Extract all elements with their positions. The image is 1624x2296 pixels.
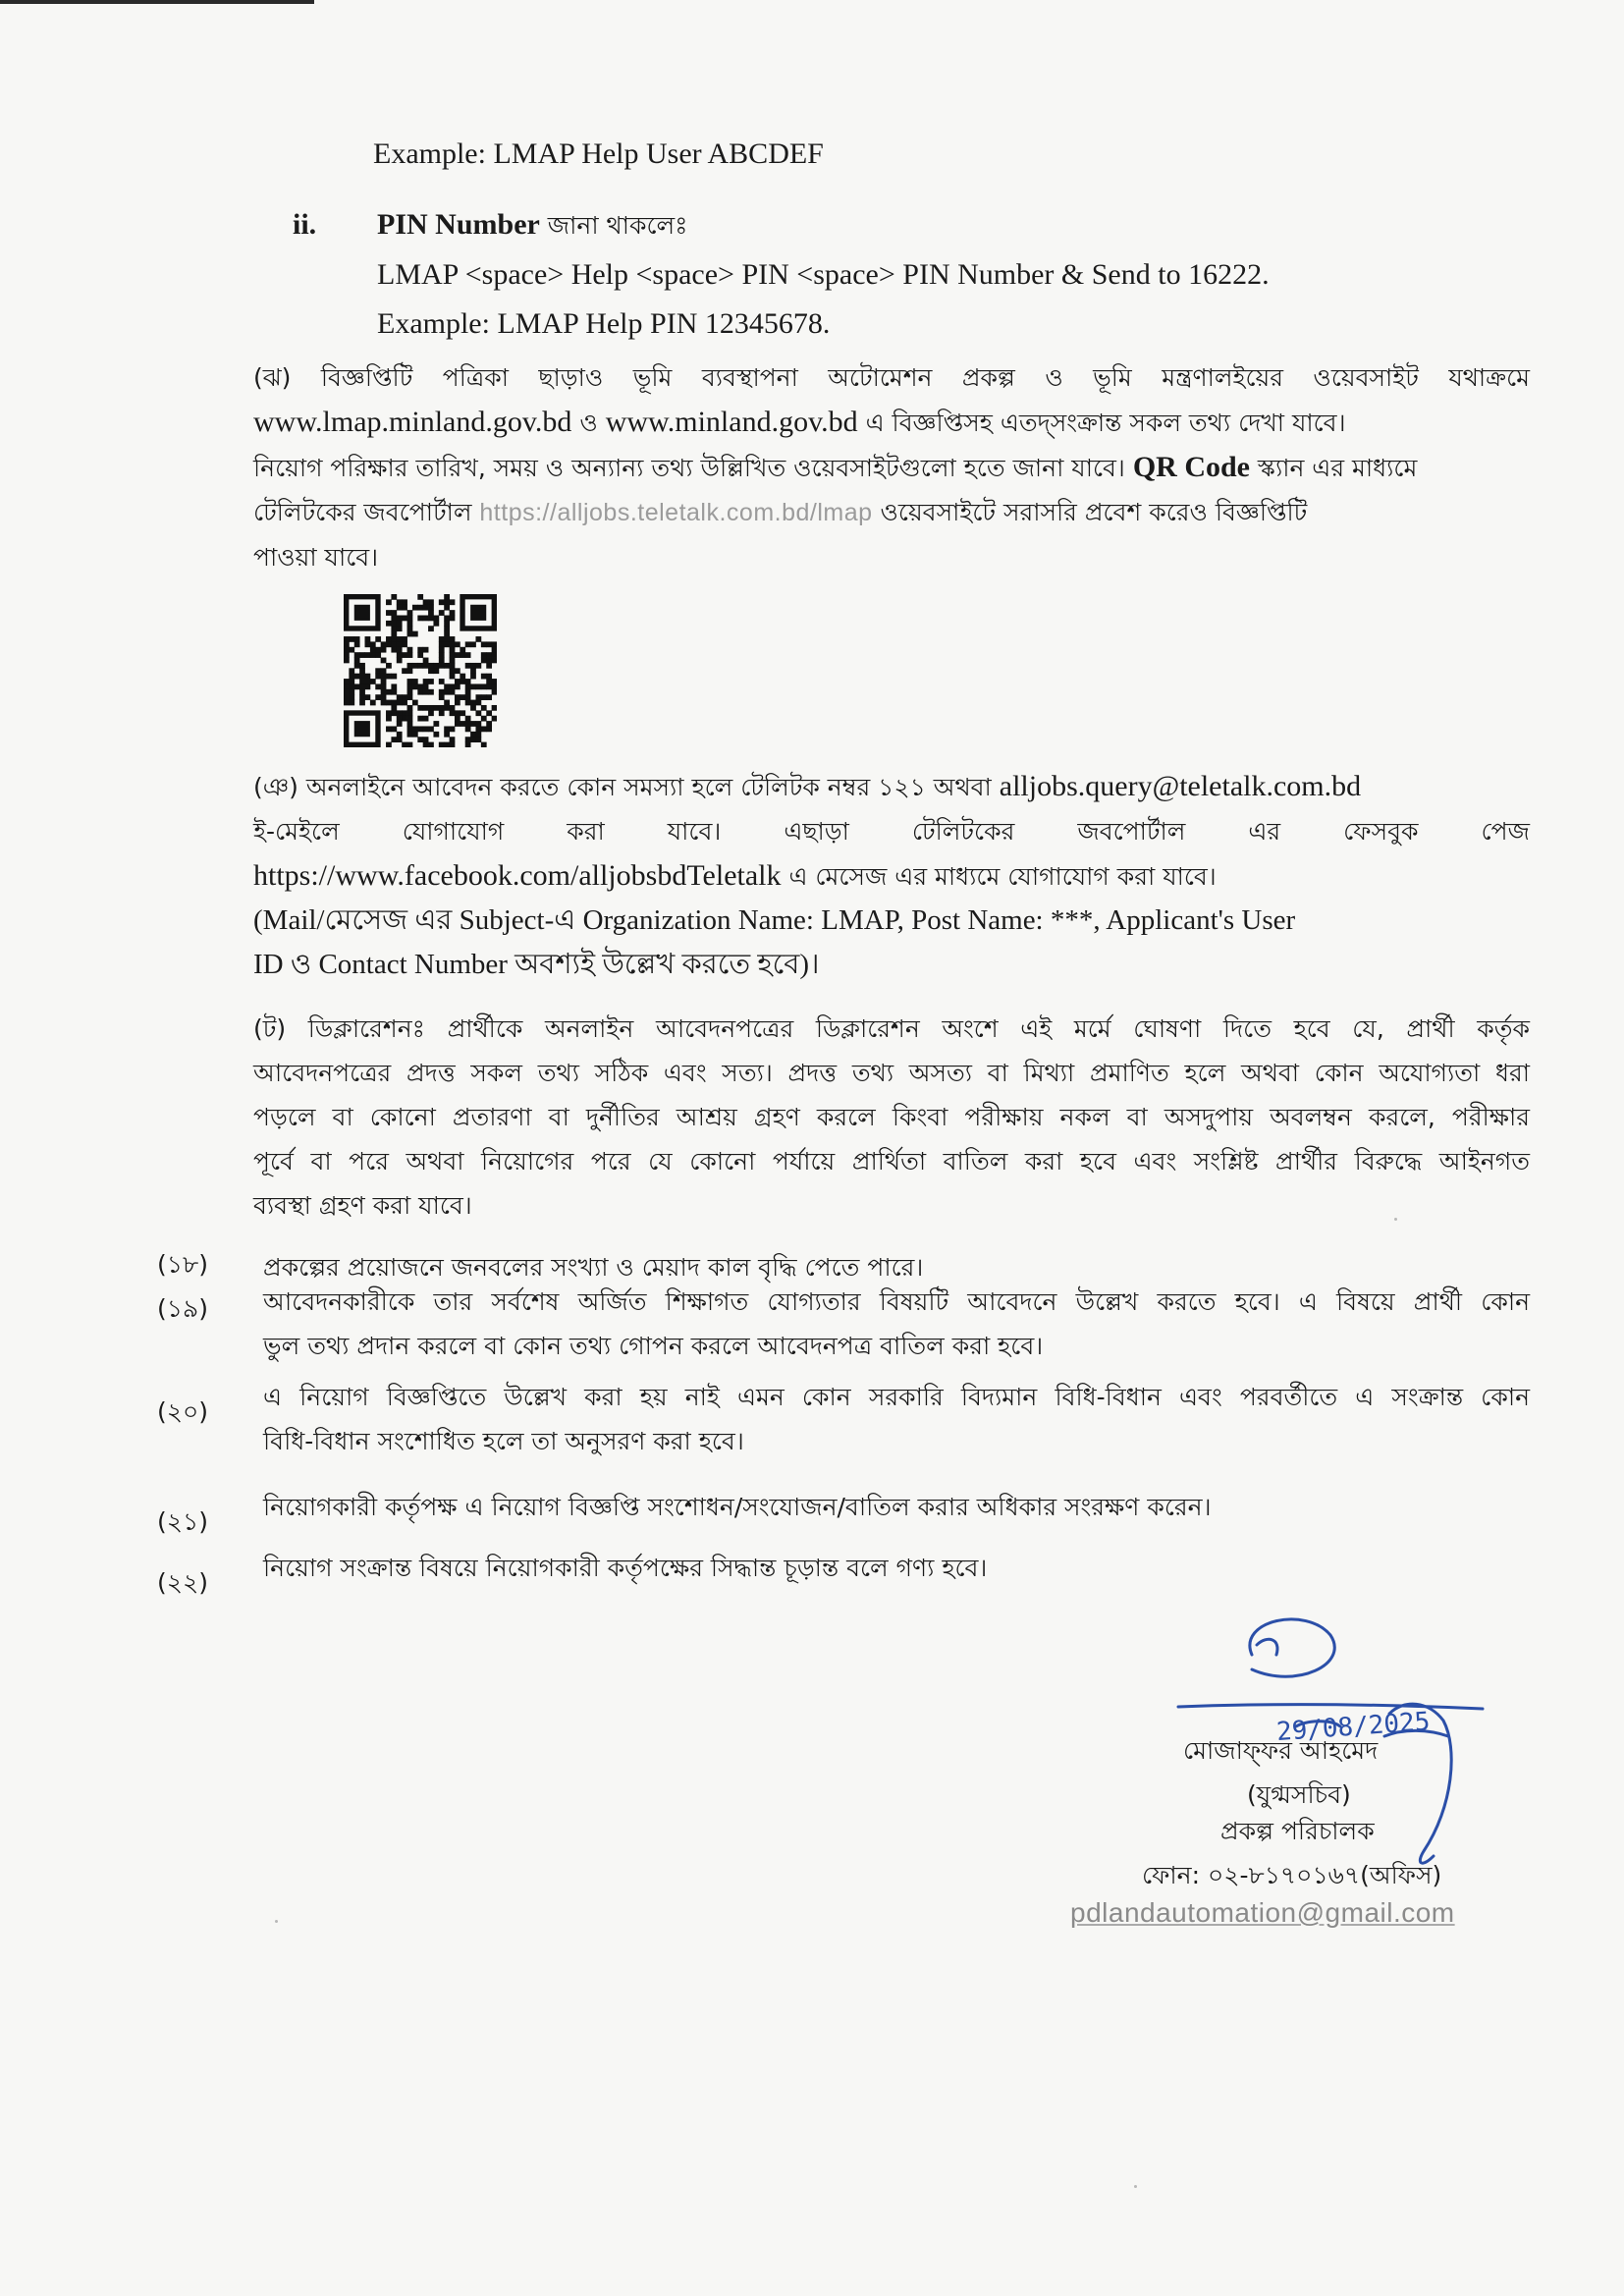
paragraph-nya-line-1: [253, 764, 1530, 809]
paragraph-ta-line-3: পড়লে বা কোনো প্রতারণা বা দুর্নীতির আশ্রয় গ্রহণ করলে কিংবা পরীক্ষায় নকল বা অসদুপায় অবলম্বন করলে, পরীক্ষার: [253, 1103, 1530, 1131]
paragraph-jha: [253, 355, 1530, 579]
item-number: (১৯): [157, 1294, 208, 1323]
item-text: [263, 1280, 1530, 1368]
contact-number-instruction: ID ও Contact Number অবশ্যই উল্লেখ করতে হবে)।: [253, 949, 820, 980]
pin-number-title: PIN Number: [377, 208, 540, 241]
paragraph-nya-line-2: ই-মেইলে যোগাযোগ করা যাবে। এছাড়া টেলিটকের জবপোর্টাল এর ফেসবুক পেজ: [253, 817, 1530, 846]
teletalk-jobportal-link[interactable]: https://alljobs.teletalk.com.bd/lmap: [479, 499, 873, 526]
lmap-website-link[interactable]: www.lmap.minland.gov.bd: [253, 406, 572, 438]
item-text: [263, 1485, 1530, 1529]
paragraph-nya-line-5: [253, 943, 1530, 987]
minland-website-link[interactable]: www.minland.gov.bd: [605, 406, 858, 438]
paragraph-nya: [253, 764, 1530, 987]
item-number: (২১): [157, 1507, 208, 1536]
paragraph-nya-line-3: [253, 853, 1530, 899]
paragraph-nya-line-4: [253, 899, 1530, 943]
paragraph-ta-declaration: [253, 1007, 1530, 1228]
alljobs-query-email[interactable]: alljobs.query@teletalk.com.bd: [999, 770, 1362, 802]
scan-top-edge: [0, 0, 314, 4]
item-text: [263, 1375, 1530, 1463]
example-pin-line: Example: LMAP Help PIN 12345678.: [377, 307, 831, 340]
item-text: [263, 1546, 1530, 1590]
qr-code-label: QR Code: [1132, 451, 1250, 483]
conjunction-text: ও: [571, 409, 606, 437]
paragraph-nya-line-1-a: (ঞ) অনলাইনে আবেদন করতে কোন সমস্যা হলে টেলিটক নম্বর ১২১ অথবা: [253, 773, 1000, 801]
paragraph-jha-line-3-b: স্ক্যান এর মাধ্যমে: [1249, 454, 1418, 482]
item-line: নিয়োগকারী কর্তৃপক্ষ এ নিয়োগ বিজ্ঞপ্তি সংশোধন/সংযোজন/বাতিল করার অধিকার সংরক্ষণ করেন।: [263, 1493, 1212, 1521]
paragraph-jha-line-3-a: নিয়োগ পরিক্ষার তারিখ, সময় ও অন্যান্য তথ্য উল্লিখিত ওয়েবসাইটগুলো হতে জানা যাবে।: [253, 454, 1133, 482]
item-line: এ নিয়োগ বিজ্ঞপ্তিতে উল্লেখ করা হয় নাই এমন কোন সরকারি বিদ্যমান বিধি-বিধান এবং পরবর্তীতে এ সংক্রান্ত কোন: [263, 1383, 1530, 1411]
paragraph-jha-line-1: (ঝ) বিজ্ঞপ্তিটি পত্রিকা ছাড়াও ভূমি ব্যবস্থাপনা অটোমেশন প্রকল্প ও ভূমি মন্ত্রণালইয়ের ওয়েবসাইট যথাক্রমে: [253, 363, 1530, 392]
item-line: নিয়োগ সংক্রান্ত বিষয়ে নিয়োগকারী কর্তৃপক্ষের সিদ্ধান্ত চূড়ান্ত বলে গণ্য হবে।: [263, 1554, 988, 1582]
item-line: ভুল তথ্য প্রদান করলে বা কোন তথ্য গোপন করলে আবেদনপত্র বাতিল করা হবে।: [263, 1332, 1044, 1360]
signatory-email-link[interactable]: pdlandautomation@gmail.com: [1070, 1897, 1455, 1928]
paragraph-ta-line-5: ব্যবস্থা গ্রহণ করা যাবে।: [253, 1191, 472, 1220]
paragraph-ta-line-1: (ট) ডিক্লারেশনঃ প্রার্থীকে অনলাইন আবেদনপত্রের ডিক্লারেশন অংশে এই মর্মে ঘোষণা দিতে হবে যে, প্রার্থী কর্তৃক: [253, 1014, 1530, 1043]
qr-code-graphic: [344, 594, 497, 747]
signatory-phone: ফোন: ০২-৮১৭০১৬৭(অফিস): [1142, 1861, 1442, 1889]
qr-code-icon[interactable]: [344, 594, 497, 747]
scan-speck: [1134, 2185, 1137, 2188]
example-user-line: Example: LMAP Help User ABCDEF: [373, 137, 824, 170]
signatory-name: মোজাফ্ফর আহমেদ: [1183, 1736, 1379, 1765]
facebook-page-link[interactable]: https://www.facebook.com/alljobsbdTeletalk: [253, 859, 782, 892]
item-number: (২২): [157, 1568, 209, 1597]
paragraph-jha-line-2: [253, 400, 1530, 445]
scan-speck: [1394, 1218, 1397, 1221]
pin-number-suffix: জানা থাকলেঃ: [539, 211, 688, 240]
item-line: বিধি-বিধান সংশোধিত হলে তা অনুসরণ করা হবে।: [263, 1427, 744, 1455]
pin-number-heading: [377, 206, 687, 248]
subject-instruction: (Mail/মেসেজ এর Subject-এ Organization Name: LMAP, Post Name: ***, Applicant's User: [253, 904, 1296, 936]
signature-date: 29/08/2025: [1275, 1707, 1432, 1748]
item-number: (১৮): [157, 1250, 208, 1279]
paragraph-jha-line-4-a: টেলিটকের জবপোর্টাল: [253, 498, 480, 526]
paragraph-ta-line-4: পূর্বে বা পরে অথবা নিয়োগের পরে যে কোনো পর্যায়ে প্রার্থিতা বাতিল করা হবে এবং সংশ্লিষ্ট প্রার্থীর বিরুদ্ধে আইনগত: [253, 1147, 1530, 1175]
item-line: আবেদনকারীকে তার সর্বশেষ অর্জিত শিক্ষাগত যোগ্যতার বিষয়টি আবেদনে উল্লেখ করতে হবে। এ বিষয়ে প্রার্থী কোন: [263, 1287, 1530, 1316]
paragraph-jha-line-4: [253, 490, 1530, 535]
paragraph-nya-line-3-rest: এ মেসেজ এর মাধ্যমে যোগাযোগ করা যাবে।: [781, 862, 1217, 891]
roman-numeral-ii: ii.: [293, 208, 317, 241]
paragraph-jha-line-5: পাওয়া যাবে।: [253, 543, 379, 572]
item-number: (২০): [157, 1397, 209, 1426]
paragraph-ta-line-2: আবেদনপত্রের প্রদত্ত সকল তথ্য সঠিক এবং সত্য। প্রদত্ত তথ্য অসত্য বা মিথ্যা প্রমাণিত হলে অথবা কোন অযোগ্যতা ধরা: [253, 1059, 1530, 1087]
scan-speck: [275, 1920, 278, 1923]
paragraph-jha-line-3: [253, 445, 1530, 490]
signatory-designation: (যুগ্মসচিব): [1247, 1780, 1351, 1809]
signatory-role: প্রকল্প পরিচালক: [1220, 1817, 1375, 1845]
pin-sms-format: LMAP <space> Help <space> PIN <space> PIN Number & Send to 16222.: [377, 258, 1270, 291]
item-line: প্রকল্পের প্রয়োজনে জনবলের সংখ্যা ও মেয়াদ কাল বৃদ্ধি পেতে পারে।: [263, 1253, 924, 1282]
paragraph-jha-line-4-b: ওয়েবসাইটে সরাসরি প্রবেশ করেও বিজ্ঞপ্তিটি: [872, 498, 1308, 526]
paragraph-jha-line-2-rest: এ বিজ্ঞপ্তিসহ এতদ্সংক্রান্ত সকল তথ্য দেখা যাবে।: [857, 409, 1346, 437]
